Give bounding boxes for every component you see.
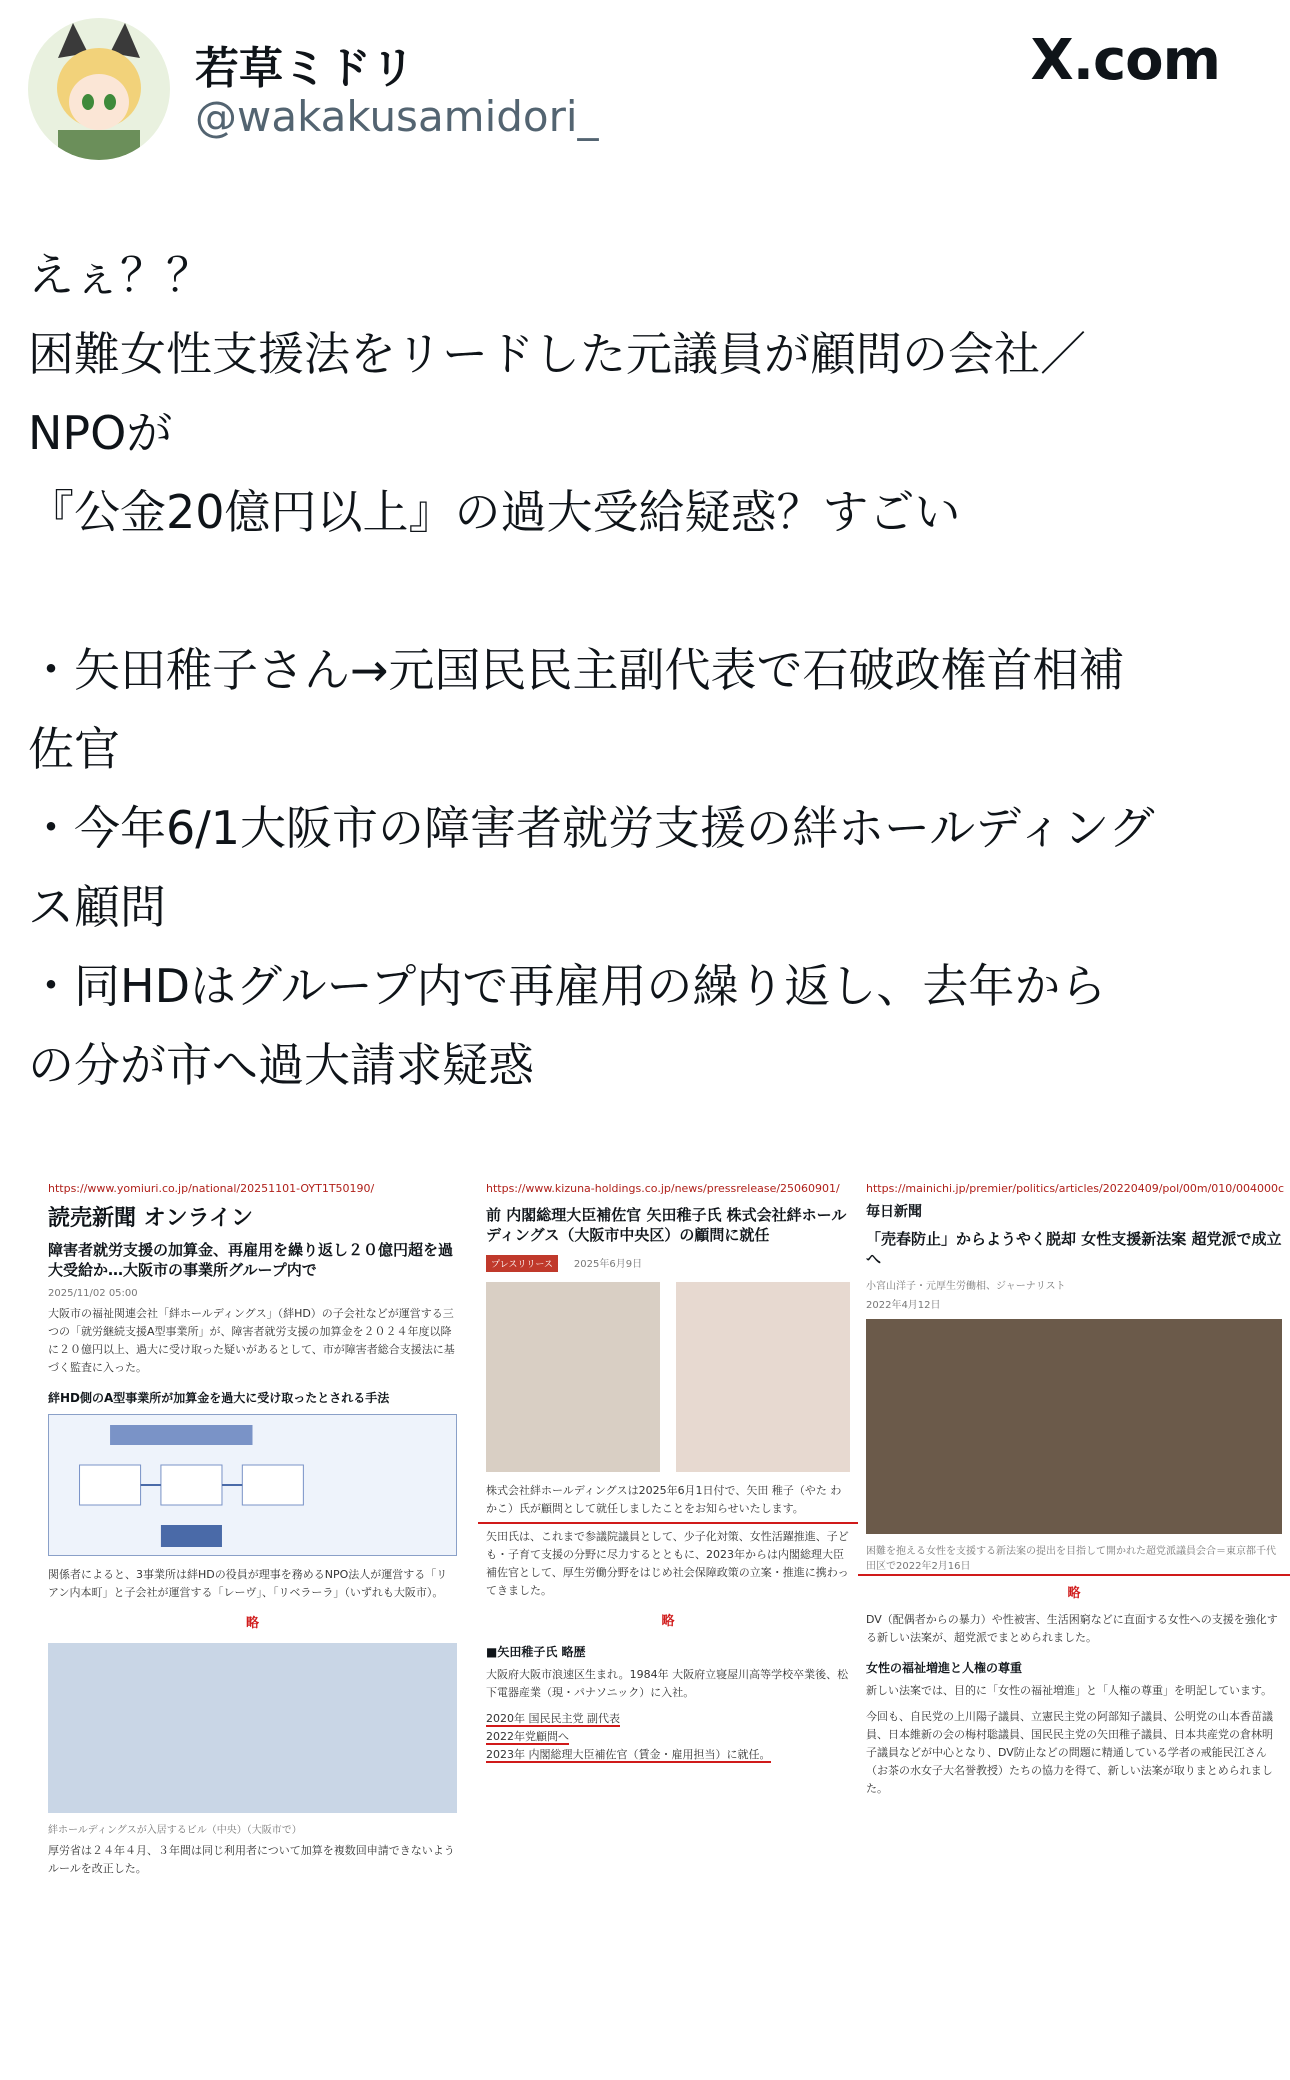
article-paragraph: 大阪市の福祉関連会社「絆ホールディングス」（絆HD）の子会社などが運営する三つの「就労継続支援A型事業所」が、障害者就労支援の加算金を２０２４年度以降に２０億円以上、過大に受け取った疑いがあるとして、市が障害者総合支援法に基づく監査に入った。 (48, 1307, 455, 1374)
x-logo: X.com (1030, 28, 1220, 93)
newspaper-logo: 読売新聞 オンライン (48, 1206, 253, 1231)
tweet-line: の分が市へ過大請求疑惑 (28, 1038, 534, 1092)
avatar[interactable] (28, 18, 170, 160)
portrait-photo (486, 1282, 660, 1472)
user-handle[interactable]: @wakakusamidori_ (195, 92, 599, 141)
tweet-line: NPOが (28, 406, 173, 460)
bio-text: 大阪府大阪市浪速区生まれ。1984年 大阪府立寝屋川高等学校卒業後、松下電器産業（現・パナソニック）に入社。 (486, 1668, 849, 1699)
press-release-tag: プレスリリース (486, 1255, 558, 1272)
tweet-line: 困難女性支援法をリードした元議員が顧問の会社／ (28, 327, 1086, 381)
tweet-blank-line (28, 552, 1268, 631)
flow-diagram (48, 1414, 457, 1556)
mainichi-article-screenshot (858, 1170, 1290, 2075)
tweet-text (28, 236, 1268, 1105)
tweet-line: 『公金20億円以上』の過大受給疑惑？すごい (28, 485, 961, 539)
bio-highlight-line: 2023年 内閣総理大臣補佐官（賃金・雇用担当）に就任。 (486, 1748, 771, 1761)
article-paragraph: 厚労省は２４年４月、３年間は同じ利用者について加算を複数回申請できないようルールを改正した。 (48, 1844, 455, 1875)
office-photo (676, 1282, 850, 1472)
attached-image[interactable] (40, 1170, 1285, 2075)
display-name[interactable]: 若草ミドリ (195, 43, 415, 94)
bio-highlight-line: 2020年 国民民主党 副代表 (486, 1712, 620, 1725)
newspaper-logo: 毎日新聞 (866, 1204, 922, 1220)
tweet-line: 佐官 (28, 722, 120, 776)
photo-caption: 絆ホールディングスが入居するビル（中央）（大阪市で） (48, 1825, 302, 1836)
kizuna-press-release-screenshot (478, 1170, 858, 2075)
press-body: 矢田氏は、これまで参議院議員として、少子化対策、女性活躍推進、子ども・子育て支援の分野に尽力するとともに、2023年からは内閣総理大臣補佐官として、厚生労働分野をはじめ社会保障政策の立案・推進に携わってきました。 (486, 1530, 849, 1597)
article-date: 2025/11/02 05:00 (48, 1288, 138, 1299)
article-url: https://mainichi.jp/premier/politics/articles/20220409/pol/00m/010/004000c (866, 1182, 1285, 1195)
article-date: 2022年4月12日 (866, 1300, 941, 1311)
section-heading: 女性の福祉増進と人権の尊重 (866, 1661, 1023, 1675)
bio-highlight-line: 2022年党顧問へ (486, 1730, 569, 1743)
article-author: 小宮山洋子・元厚生労働相、ジャーナリスト (866, 1281, 1066, 1292)
article-title: 「売春防止」からようやく脱却 女性支援新法案 超党派で成立へ (866, 1230, 1282, 1268)
article-url: https://www.kizuna-holdings.co.jp/news/pressrelease/25060901/ (486, 1182, 840, 1195)
bio-highlight (478, 1706, 858, 1768)
article-paragraph: 新しい法案では、目的に「女性の福祉増進」と「人権の尊重」を明記しています。 (866, 1684, 1273, 1697)
article-paragraph: 今回も、自民党の上川陽子議員、立憲民主党の阿部知子議員、公明党の山本香苗議員、日本維新の会の梅村聡議員、国民民主党の矢田稚子議員、日本共産党の倉林明子議員などが中心となり、DV防止などの問題に精通している学者の戒能民江さん（お茶の水女子大名誉教授）たちの協力を得て、新しい法案が取りまとめられました。 (866, 1710, 1273, 1795)
omission-mark: 略 (661, 1614, 675, 1629)
photo-caption: 困難を抱える女性を支援する新法案の提出を目指して開かれた超党派議員会合＝東京都千代田区で2022年2月16日 (858, 1540, 1290, 1576)
article-paragraph: 関係者によると、3事業所は絆HDの役員が理事を務めるNPO法人が運営する「リアン内本町」と子会社が運営する「レーヴ」、「リベラーラ」（いずれも大阪市）。 (48, 1568, 448, 1599)
article-paragraph: DV（配偶者からの暴力）や性被害、生活困窮などに直面する女性への支援を強化する新しい法案が、超党派でまとめられました。 (866, 1613, 1278, 1644)
article-title: 障害者就労支援の加算金、再雇用を繰り返し２０億円超を過大受給か…大阪市の事業所グループ内で (48, 1241, 454, 1279)
press-lead: 株式会社絆ホールディングスは2025年6月1日付で、矢田 稚子（やた わかこ）氏が顧問として就任しましたことをお知らせいたします。 (478, 1478, 858, 1524)
tweet-header (0, 0, 1290, 190)
meeting-photo (866, 1319, 1282, 1534)
article-url: https://www.yomiuri.co.jp/national/20251101-OYT1T50190/ (48, 1182, 375, 1195)
yomiuri-article-screenshot (40, 1170, 465, 2075)
article-title: 前 内閣総理大臣補佐官 矢田稚子氏 株式会社絆ホールディングス（大阪市中央区）の顧問に就任 (486, 1206, 847, 1244)
diagram-title: 絆HD側のA型事業所が加算金を過大に受け取ったとされる手法 (48, 1391, 390, 1405)
omission-mark: 略 (1067, 1586, 1081, 1601)
bio-heading: ■矢田稚子氏 略歴 (486, 1645, 586, 1659)
tweet-line: ・同HDはグループ内で再雇用の繰り返し、去年から (28, 959, 1107, 1013)
article-date: 2025年6月9日 (573, 1259, 643, 1270)
omission-mark: 略 (245, 1616, 259, 1631)
building-photo (48, 1643, 457, 1813)
tweet-line: ・今年6/1大阪市の障害者就労支援の絆ホールディング (28, 801, 1155, 855)
tweet-line: えぇ？？ (28, 248, 212, 302)
tweet-line: ス顧問 (28, 880, 166, 934)
tweet-line: ・矢田稚子さん→元国民民主副代表で石破政権首相補 (28, 643, 1125, 697)
